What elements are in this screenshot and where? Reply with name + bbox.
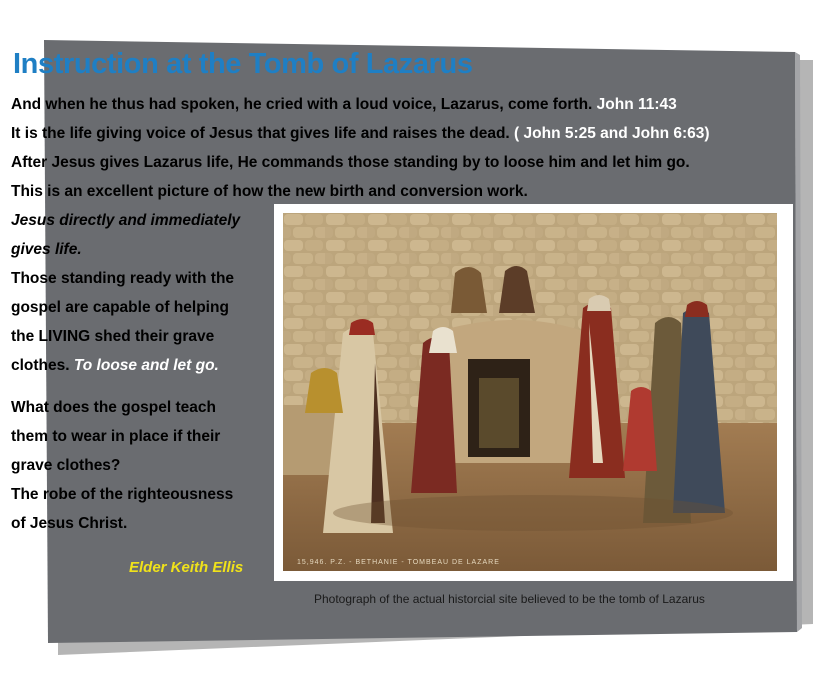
left-text-line: The robe of the righteousness [11, 486, 234, 503]
left-text-line: gospel are capable of helping [11, 299, 229, 316]
left-text-line: them to wear in place if their [11, 428, 221, 445]
left-text-main: clothes. [11, 357, 70, 374]
tomb-scene-illustration [283, 213, 777, 571]
left-text-line: grave clothes? [11, 457, 121, 474]
verse-line [11, 96, 677, 114]
photo-frame [274, 204, 793, 581]
author-signature: Elder Keith Ellis [129, 559, 244, 576]
left-text-line: What does the gospel teach [11, 399, 216, 416]
commentary-line: This is an excellent picture of how the new birth and conversion work. [11, 183, 528, 200]
verse-text: And when he thus had spoken, he cried with a loud voice, Lazarus, come forth. [11, 96, 593, 113]
left-text-line: Jesus directly and immediately [11, 212, 241, 229]
left-text-line: gives life. [11, 241, 82, 258]
left-text-line: the LIVING shed their grave [11, 328, 215, 345]
left-text-line [11, 357, 219, 375]
left-text-emphasis: To loose and let go. [69, 357, 219, 374]
scripture-reference: John 11:43 [592, 96, 677, 113]
scripture-reference: ( John 5:25 and John 6:63) [509, 125, 710, 142]
page-title: Instruction at the Tomb of Lazarus [13, 48, 473, 80]
left-text-line: Those standing ready with the [11, 270, 235, 287]
commentary-line: After Jesus gives Lazarus life, He commands those standing by to loose him and let him go. [11, 154, 690, 171]
photo-caption: Photograph of the actual historcial site believed to be the tomb of Lazarus [314, 592, 705, 606]
left-text-line: of Jesus Christ. [11, 515, 128, 532]
commentary-text: It is the life giving voice of Jesus that gives life and raises the dead. [11, 125, 510, 142]
photo-inscription: 15,946. P.Z. - BETHANIE - TOMBEAU DE LAZARE [297, 559, 500, 566]
tomb-photograph [283, 213, 777, 571]
commentary-line [11, 125, 710, 143]
